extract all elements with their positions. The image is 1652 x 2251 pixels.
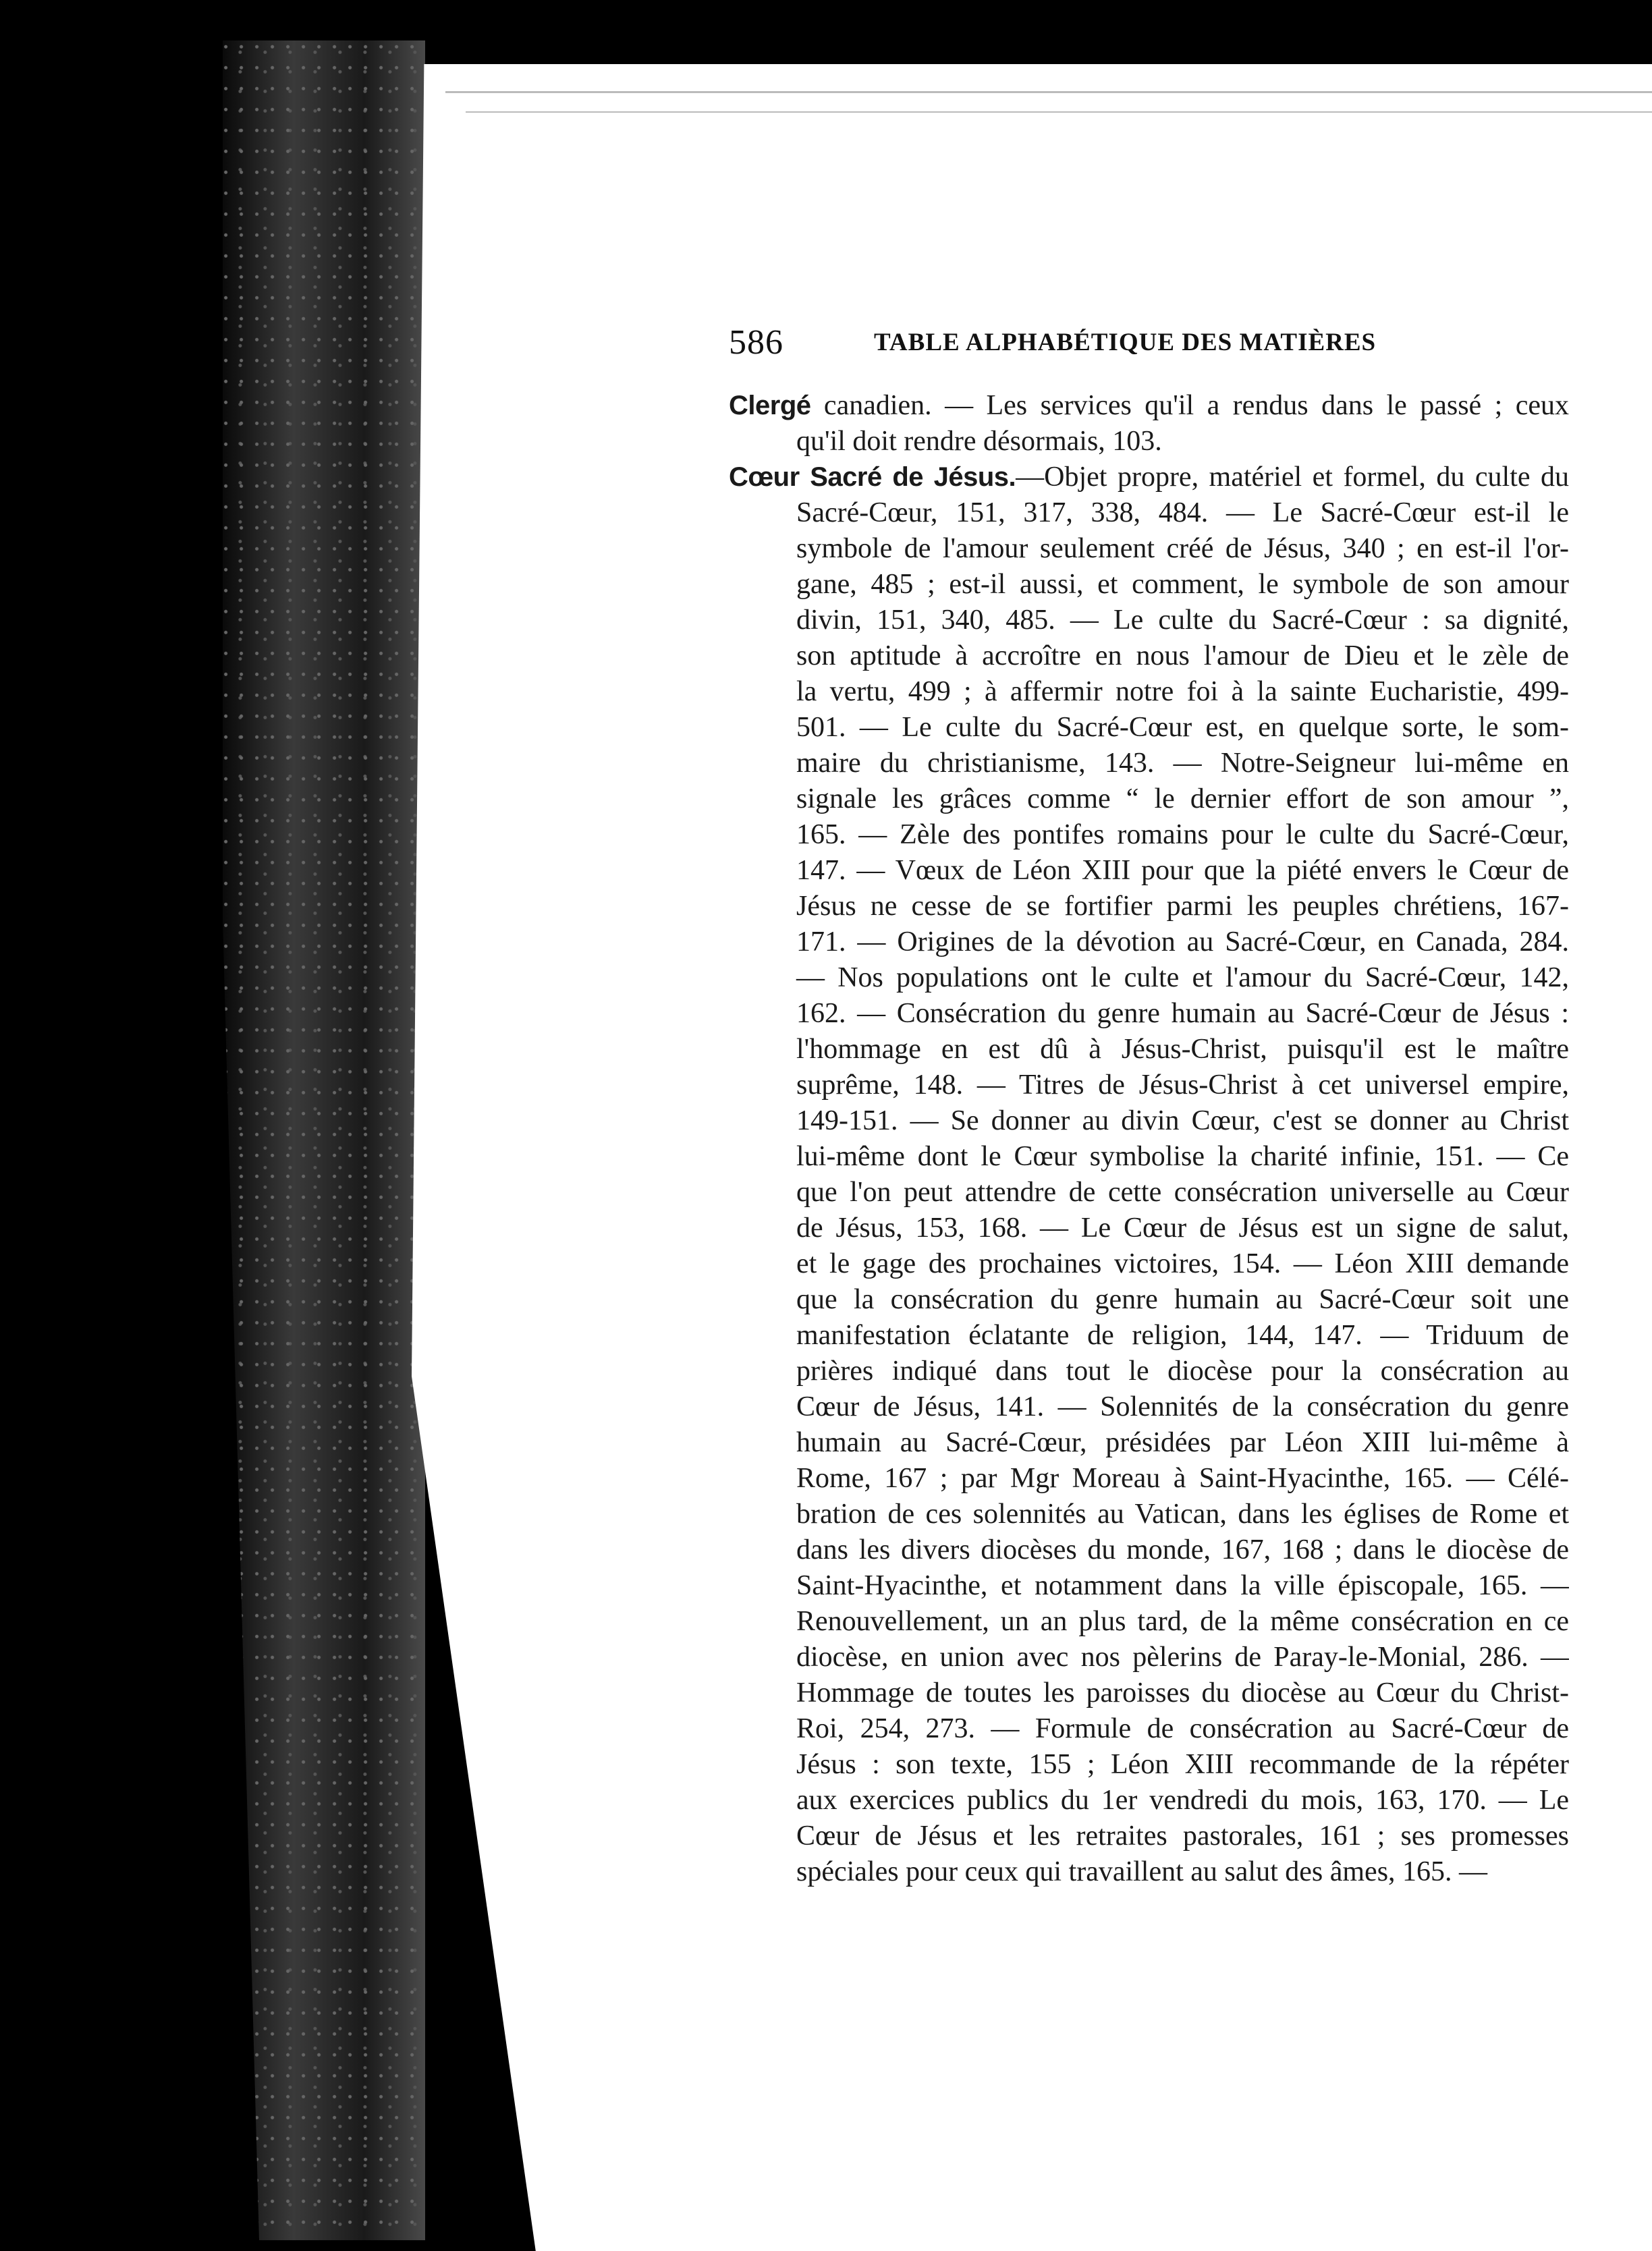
entry-text-line: maire du christianisme, 143. — Notre-Seigneur lui-même en [796,748,1569,779]
page-edge-line [466,111,1652,113]
entry-text-line: la vertu, 499 ; à affermir notre foi à la sainte Eucharistie, 499- [796,676,1569,707]
index-entry-clerge [729,388,1569,460]
entry-term: Clergé [729,391,811,420]
entry-text-line: prières indiqué dans tout le diocèse pour la consécration au [796,1356,1569,1387]
entry-text-line: l'hommage en est dû à Jésus-Christ, puisqu'il est le maître [796,1034,1569,1065]
entry-text-line: Renouvellement, un an plus tard, de la même consécration en ce [796,1606,1569,1637]
page-number: 586 [729,323,783,362]
entry-text-line: dans les divers diocèses du monde, 167, 168 ; dans le diocèse de [796,1534,1569,1565]
book-page-edges [223,40,425,2240]
entry-text-line: bration de ces solennités au Vatican, dans les églises de Rome et [796,1499,1569,1530]
entry-text-line: de Jésus, 153, 168. — Le Cœur de Jésus est un signe de salut, [796,1213,1569,1244]
entry-text-line: suprême, 148. — Titres de Jésus-Christ à cet universel empire, [796,1069,1569,1101]
running-title: TABLE ALPHABÉTIQUE DES MATIÈRES [874,329,1377,356]
index-content [729,388,1569,1890]
entry-text-line: et le gage des prochaines victoires, 154. — Léon XIII demande [796,1248,1569,1279]
entry-text-line: Sacré-Cœur, 151, 317, 338, 484. — Le Sacré-Cœur est-il le [796,497,1569,528]
entry-first-line [729,460,1569,495]
entry-text-line: 149-151. — Se donner au divin Cœur, c'est se donner au Christ [796,1105,1569,1136]
entry-text-line: —Objet propre, matériel et formel, du culte du [1016,462,1569,493]
entry-text-line: aux exercices publics du 1er vendredi du mois, 163, 170. — Le [796,1785,1569,1816]
entry-text-line: symbole de l'amour seulement créé de Jésus, 340 ; en est-il l'or- [796,533,1569,564]
entry-text-line: canadien. — Les services qu'il a rendus dans le passé ; ceux [810,390,1569,421]
entry-text-line: 165. — Zèle des pontifes romains pour le culte du Sacré-Cœur, [796,819,1569,850]
entry-text-line: 501. — Le culte du Sacré-Cœur est, en quelque sorte, le som- [796,712,1569,743]
entry-text-line: Jésus ne cesse de se fortifier parmi les peuples chrétiens, 167- [796,891,1569,922]
entry-text-line: manifestation éclatante de religion, 144, 147. — Triduum de [796,1320,1569,1351]
entry-text-line: Saint-Hyacinthe, et notamment dans la ville épiscopale, 165. — [796,1570,1569,1601]
entry-text-line: divin, 151, 340, 485. — Le culte du Sacré-Cœur : sa dignité, [796,605,1569,636]
entry-text-line: que l'on peut attendre de cette consécration universelle au Cœur [796,1177,1569,1208]
entry-text-line: — Nos populations ont le culte et l'amour du Sacré-Cœur, 142, [796,962,1569,993]
entry-text-line: 171. — Origines de la dévotion au Sacré-Cœur, en Canada, 284. [796,926,1569,957]
entry-text-line: Cœur de Jésus et les retraites pastorales, 161 ; ses promesses [796,1821,1569,1852]
entry-text-line: Rome, 167 ; par Mgr Moreau à Saint-Hyacinthe, 165. — Célé- [796,1463,1569,1494]
entry-text-line: signale les grâces comme “ le dernier effort de son amour ”, [796,783,1569,814]
entry-text-line: gane, 485 ; est-il aussi, et comment, le symbole de son amour [796,569,1569,600]
index-entry-coeur-sacre [729,460,1569,1890]
entry-text-line: qu'il doit rendre désormais, 103. [796,426,1162,457]
entry-text-line: Jésus : son texte, 155 ; Léon XIII recommande de la répéter [796,1749,1569,1780]
entry-text-line: 162. — Consécration du genre humain au Sacré-Cœur de Jésus : [796,998,1569,1029]
entry-first-line [729,388,1569,424]
entry-text-line: que la consécration du genre humain au Sacré-Cœur soit une [796,1284,1569,1315]
entry-text-line: diocèse, en union avec nos pèlerins de Paray-le-Monial, 286. — [796,1642,1569,1673]
entry-text-line: Roi, 254, 273. — Formule de consécration au Sacré-Cœur de [796,1713,1569,1744]
entry-text-line: son aptitude à accroître en nous l'amour de Dieu et le zèle de [796,640,1569,671]
entry-text-line: spéciales pour ceux qui travaillent au salut des âmes, 165. — [796,1856,1488,1887]
entry-text-line: Hommage de toutes les paroisses du diocèse au Cœur du Christ- [796,1677,1569,1708]
entry-text-line: Cœur de Jésus, 141. — Solennités de la consécration du genre [796,1391,1569,1422]
entry-term: Cœur Sacré de Jésus. [729,462,1016,492]
page-edge-line [445,91,1652,93]
page-header [729,323,1417,363]
entry-text-line: humain au Sacré-Cœur, présidées par Léon XIII lui-même à [796,1427,1569,1458]
entry-text-line: 147. — Vœux de Léon XIII pour que la piété envers le Cœur de [796,855,1569,886]
entry-text-line: lui-même dont le Cœur symbolise la charité infinie, 151. — Ce [796,1141,1569,1172]
